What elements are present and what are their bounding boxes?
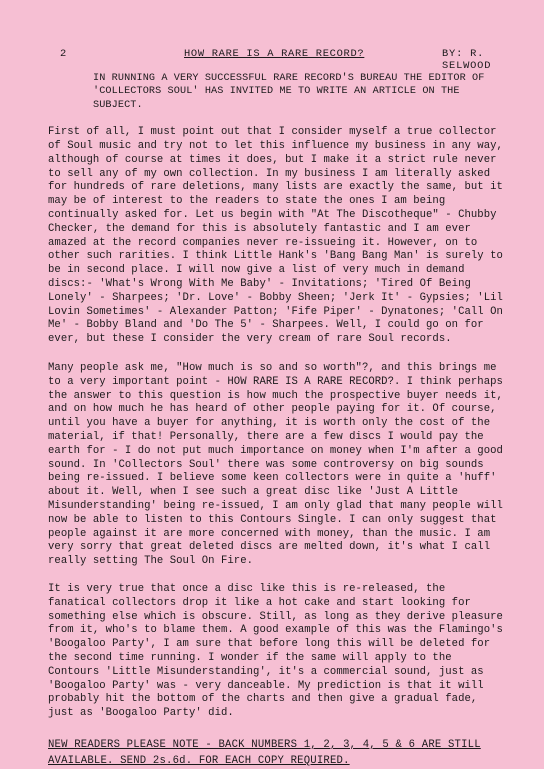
paragraph-text: Many people ask me, "How much is so and so worth"?, and this brings me to a very important point - HOW RARE IS A RARE RECORD?. I think perhaps the answer to this question is how much the prospective buyer needs it, and on how much he has heard of other people paying for it. Of course, until you have a buyer for anything, it is worth only the cost of the material, if that! Personally, there are a few discs I would pay the earth for - I do not put much importance on money when I'm after a good sound. In 'Collectors Soul' there was some controversy on big sounds being re-issued. I believe some keen collectors were in quite a 'huff' about it. Well, when I see such a great disc like 'Just A Little Misunderstanding' being re-issued, I am only glad that many people will now be able to listen to this Contours Single. I can only suggest that people against it are more concerned with money, than the music. I am very sorry that great deleted discs are melted down, it's what I call really setting The Soul On Fire. — [48, 361, 503, 568]
paragraph-text: First of all, I must point out that I consider myself a true collector of Soul music and try not to let this influence my business in any way, although of course at times it does, but I make it a strict rule never to sell any of my own collection. In my business I am literally asked for hundreds of rare deletions, many lists are exactly the same, but it may be of interest to the readers to state the ones I am being continually asked for. Let us begin with "At The Discotheque" - Chubby Checker, the demand for this is absolutely fantastic and I am ever amazed at the record companies never re-issueing it. However, on to other such rarities. I think Little Hank's 'Bang Bang Man' is surely to be in second place. I will now give a list of very much in demand discs:- 'What's Wrong With Me Baby' - Invitations; 'Tired Of Being Lonely' - Sharpees; 'Dr. Love' - Bobby Sheen; 'Jerk It' - Gypsies; 'Lil Lovin Sometimes' - Alexander Patton; 'Fife Piper' - Dynatones; 'Call On Me' - Bobby Bland and 'Do The 5' - Sharpees. Well, I could go on for ever, but these I consider the very cream of rare Soul records. — [48, 126, 503, 346]
page-number: 2 — [60, 48, 67, 60]
body-paragraph-3 — [48, 583, 506, 721]
body-paragraph-1 — [48, 126, 506, 347]
author-byline: BY: R. SELWOOD — [442, 48, 492, 72]
body-paragraph-2 — [48, 362, 506, 569]
back-numbers-notice: NEW READERS PLEASE NOTE - BACK NUMBERS 1, 2, 3, 4, 5 & 6 ARE STILL AVAILABLE. SEND 2s.6d. FOR EACH COPY REQUIRED. — [48, 738, 481, 767]
page-header — [48, 42, 506, 72]
paragraph-text: It is very true that once a disc like this is re-released, the fanatical collectors drop it like a hot cake and start looking for something else which is obscure. Still, as long as they derive pleasure from it, who's to blame them. A good example of this was the Flamingo's 'Boogaloo Party', I am sure that before long this will be deleted for the second time running. I wonder if the same will apply to the Contours 'Little Misunderstanding', it's a commercial sound, just as 'Boogaloo Party' was - very danceable. My prediction is that it will probably hit the bottom of the charts and then give a gradual fade, just as 'Boogaloo Party' did. — [48, 582, 503, 720]
article-title: HOW RARE IS A RARE RECORD? — [184, 48, 365, 60]
intro-paragraph: IN RUNNING A VERY SUCCESSFUL RARE RECORD'S BUREAU THE EDITOR OF 'COLLECTORS SOUL' HAS INVITED ME TO WRITE AN ARTICLE ON THE SUBJECT. — [93, 73, 485, 111]
